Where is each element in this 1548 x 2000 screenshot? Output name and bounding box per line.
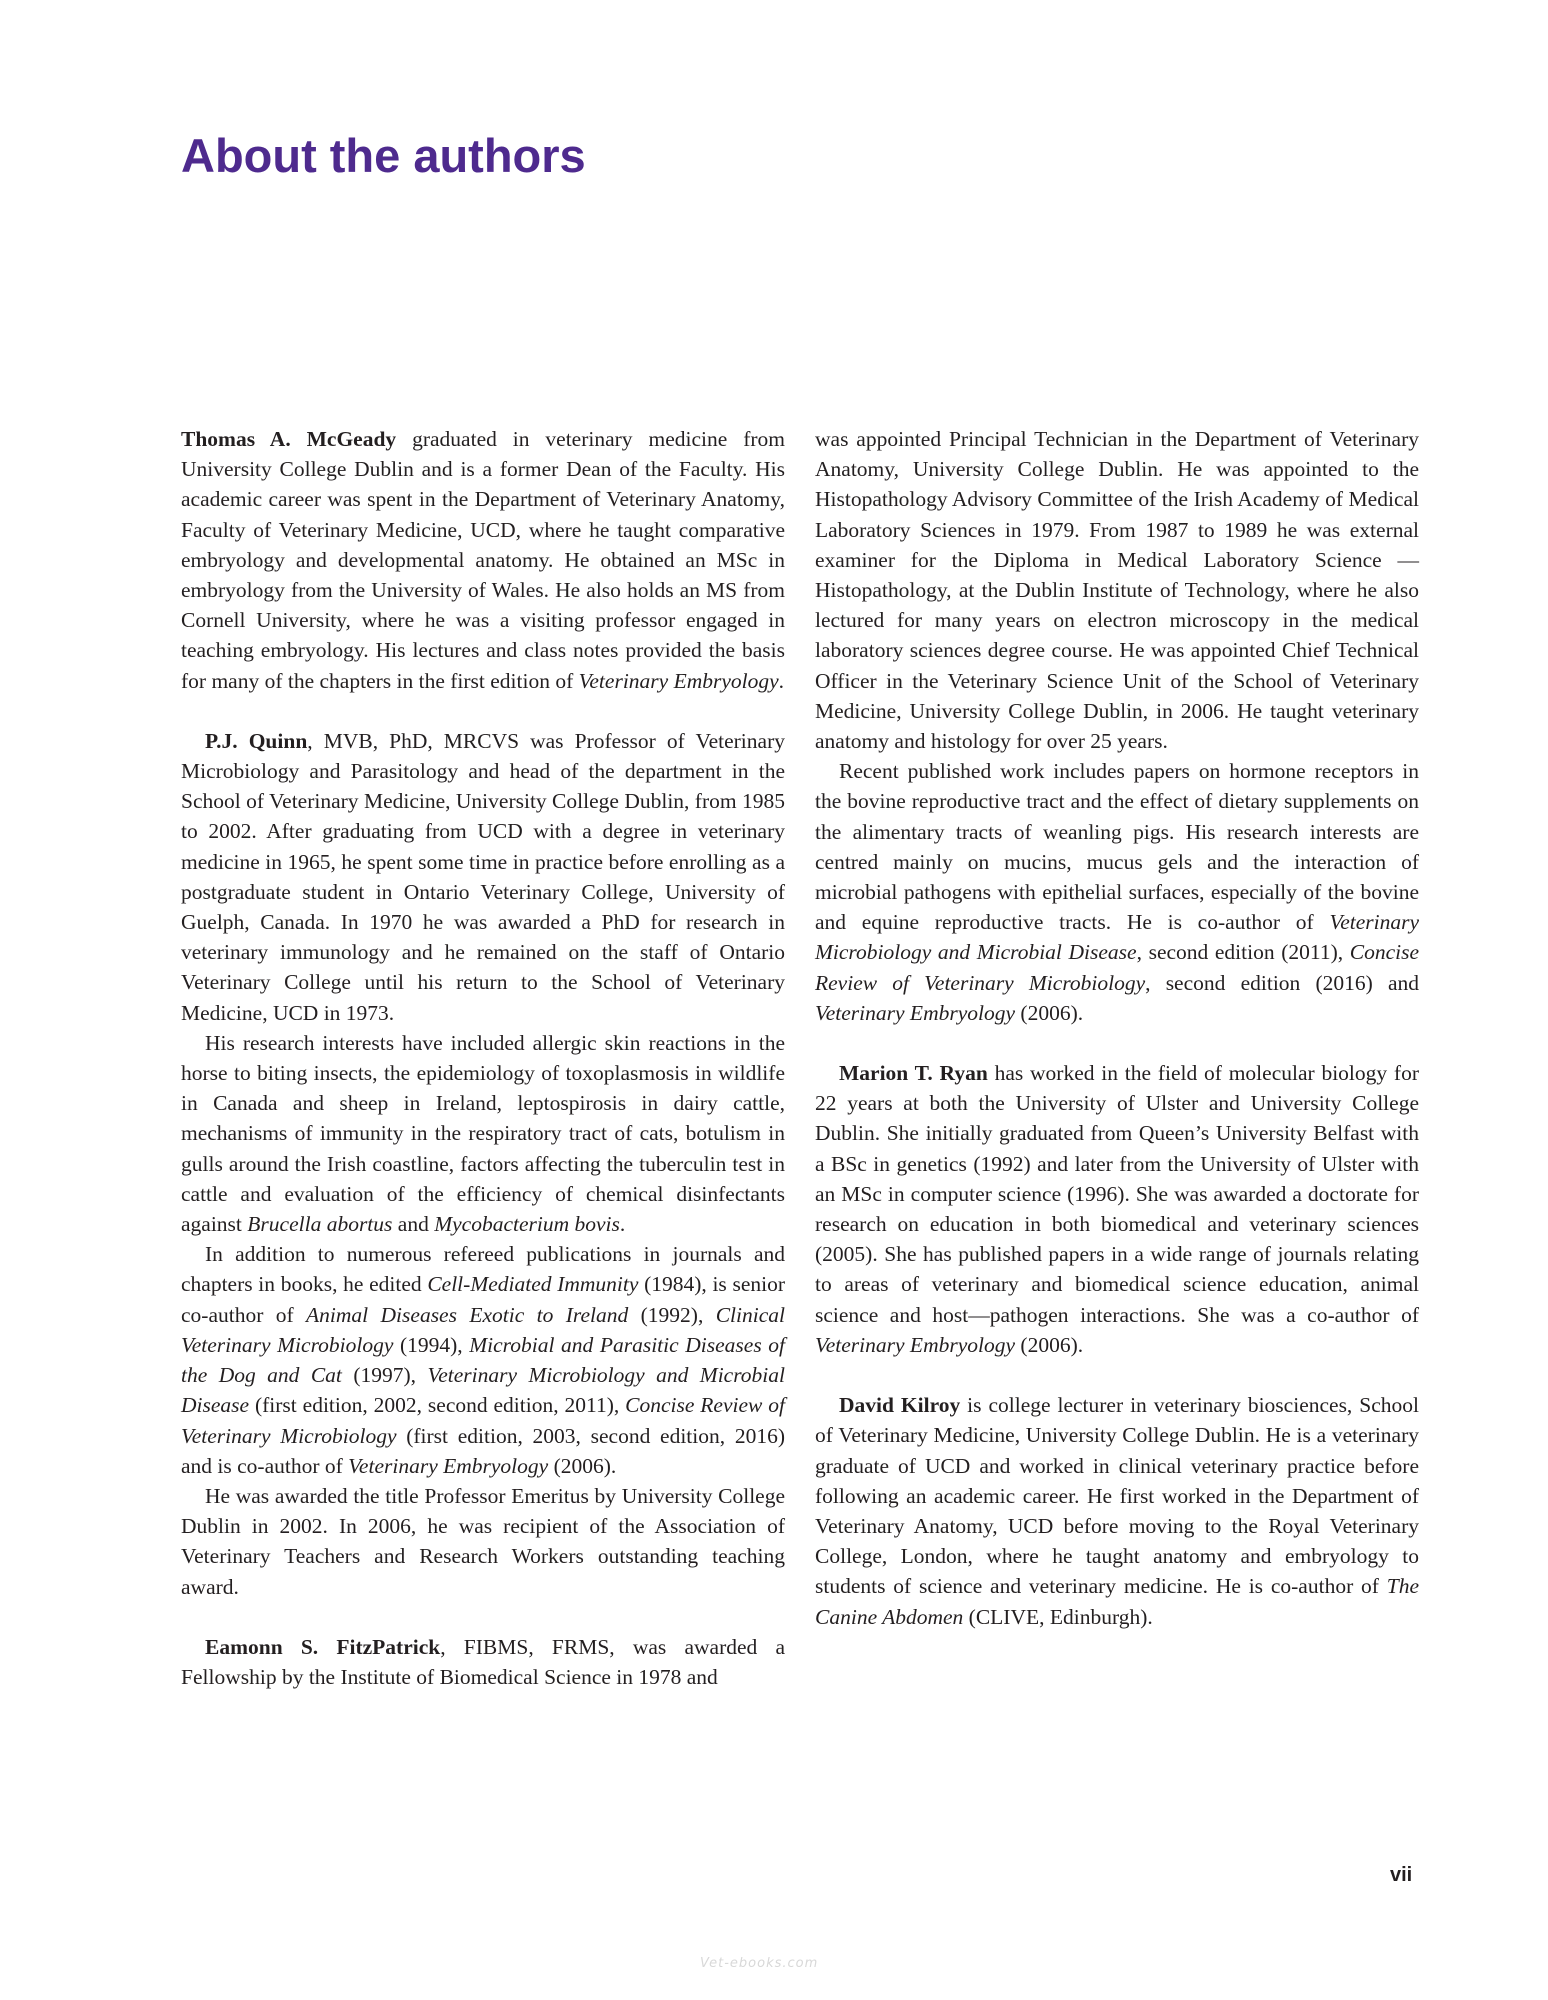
author-name: Marion T. Ryan bbox=[839, 1061, 988, 1086]
page-number: vii bbox=[1390, 1864, 1413, 1886]
author-name: David Kilroy bbox=[839, 1393, 961, 1418]
author-bio-ryan: Marion T. Ryan has worked in the field of molecular biology for 22 years at both the University of Ulster and University College Dublin. She initially graduated from Queen’s University Belfast with a BSc in genetics (1992) and later from the University of Ulster with an MSc in computer science (1996). She was awarded a doctorate for research on education in both biomedical and veterinary sciences (2005). She has published papers in a wide range of journals relating to areas of veterinary and biomedical science education, animal science and host—pathogen interactions. She was a co-author of Veterinary Embryology (2006). bbox=[815, 1061, 1419, 1357]
book-title: Animal Diseases Exotic to Ireland bbox=[306, 1302, 629, 1327]
author-bio-kilroy: David Kilroy is college lecturer in veterinary biosciences, School of Veterinary Medicine, University College Dublin. He is a veterinary graduate of UCD and worked in clinical veterinary practice before following an academic career. He first worked in the Department of Veterinary Anatomy, UCD before moving to the Royal Veterinary College, London, where he taught anatomy and embryology to students of science and veterinary medicine. He is co-author of The Canine Abdomen (CLIVE, Edinburgh). bbox=[815, 1393, 1419, 1629]
author-bio-quinn: P.J. Quinn, MVB, PhD, MRCVS was Professor of Veterinary Microbiology and Parasitology and head of the department in the School of Veterinary Medicine, University College Dublin, from 1985 to 2002. After graduating from UCD with a degree in veterinary medicine in 1965, he spent some time in practice before enrolling as a postgraduate student in Ontario Veterinary College, University of Guelph, Canada. In 1970 he was awarded a PhD for research in veterinary immunology and he remained on the staff of Ontario Veterinary College until his return to the School of Veterinary Medicine, UCD in 1973. bbox=[181, 728, 785, 1025]
book-title: Clinical Veterinary Microbiology bbox=[181, 1302, 785, 1357]
book-title: Veterinary Embryology bbox=[578, 668, 779, 693]
author-name: Thomas A. McGeady bbox=[181, 427, 397, 451]
fitzpatrick-continued-paragraph: was appointed Principal Technician in the Department of Veterinary Anatomy, University College Dublin. He was appointed to the Histopathology Advisory Committee of the Irish Academy of Medical Laboratory Sciences in 1979. From 1987 to 1989 he was external examiner for the Diploma in Medical Laboratory Science — Histopathology, at the Dublin Institute of Technology, where he also lectured for many years on electron microscopy in the medical laboratory sciences degree course. He was appointed Chief Technical Officer in the Veterinary Science Unit of the School of Veterinary Medicine, University College Dublin, in 2006. He taught veterinary anatomy and histology for over 25 years. bbox=[815, 427, 1419, 754]
author-bio-mcgeady: Thomas A. McGeady graduated in veterinary medicine from University College Dublin and is a former Dean of the Faculty. His academic career was spent in the Department of Veterinary Anatomy, Faculty of Veterinary Medicine, UCD, where he taught comparative embryology and developmental anatomy. He obtained an MSc in embryology from the University of Wales. He also holds an MS from Cornell University, where he was a visiting professor engaged in teaching embryology. His lectures and class notes provided the basis for many of the chapters in the first edition of Veterinary Embryology. bbox=[181, 427, 785, 693]
quinn-publications-paragraph: In addition to numerous refereed publications in journals and chapters in books, he edited Cell-Mediated Immunity (1984), is senior co-author of Animal Diseases Exotic to Ireland (1992), Clinical Veterinary Microbiology (1994), Microbial and Parasitic Diseases of the Dog and Cat (1997), Veterinary Microbiology and Microbial Disease (first edition, 2002, second edition, 2011), Concise Review of Veterinary Microbiology (first edition, 2003, second edition, 2016) and is co-author of Veterinary Embryology (2006). bbox=[181, 1242, 786, 1478]
quinn-award-paragraph: He was awarded the title Professor Emeritus by University College Dublin in 2002. In 2006, he was recipient of the Association of Veterinary Teachers and Research Workers outstanding teaching award. bbox=[181, 1483, 785, 1599]
book-title: Veterinary Embryology bbox=[815, 1000, 1016, 1025]
species-name: Brucella abortus bbox=[247, 1212, 393, 1237]
book-title: Concise Review of Veterinary Microbiology bbox=[815, 940, 1420, 995]
book-title: Microbial and Parasitic Diseases of the Dog and Cat bbox=[181, 1332, 785, 1388]
author-name: Eamonn S. FitzPatrick bbox=[205, 1634, 441, 1659]
book-title: Veterinary Embryology bbox=[815, 1332, 1016, 1357]
book-title: Veterinary Embryology bbox=[348, 1453, 549, 1478]
book-title: Concise Review of Veterinary Microbiology bbox=[181, 1393, 785, 1448]
species-name: Mycobacterium bovis bbox=[434, 1212, 620, 1237]
quinn-research-paragraph: His research interests have included allergic skin reactions in the horse to biting insects, the epidemiology of toxoplasmosis in wildlife in Canada and sheep in Ireland, leptospirosis in dairy cattle, mechanisms of immunity in the respiratory tract of cats, botulism in gulls around the Irish coastline, factors affecting the tuberculin test in cattle and evaluation of the efficiency of chemical disinfectants against Brucella abortus and Mycobacterium bovis. bbox=[181, 1030, 785, 1237]
watermark: Vet-ebooks.com bbox=[700, 1956, 819, 1971]
book-title: Veterinary Microbiology and Microbial Disease bbox=[181, 1363, 785, 1418]
page-title: About the authors bbox=[181, 129, 586, 182]
author-bio-fitzpatrick: Eamonn S. FitzPatrick, FIBMS, FRMS, was awarded a Fellowship by the Institute of Biomedical Science in 1978 and bbox=[181, 1634, 785, 1689]
left-column bbox=[181, 424, 785, 1692]
book-title: The Canine Abdomen bbox=[815, 1574, 1419, 1629]
book-title: Cell-Mediated Immunity bbox=[427, 1272, 639, 1297]
author-name: P.J. Quinn bbox=[205, 728, 308, 753]
fitzpatrick-research-paragraph: Recent published work includes papers on hormone receptors in the bovine reproductive tract and the effect of dietary supplements on the alimentary tracts of weanling pigs. His research interests are centred mainly on mucins, mucus gels and the interaction of microbial pathogens with epithelial surfaces, especially of the bovine and equine reproductive tracts. He is co-author of Veterinary Microbiology and Microbial Disease, second edition (2011), Concise Review of Veterinary Microbiology, second edition (2016) and Veterinary Embryology (2006). bbox=[815, 759, 1420, 1025]
right-column bbox=[815, 424, 1419, 1632]
book-title: Veterinary Microbiology and Microbial Disease bbox=[815, 910, 1419, 965]
